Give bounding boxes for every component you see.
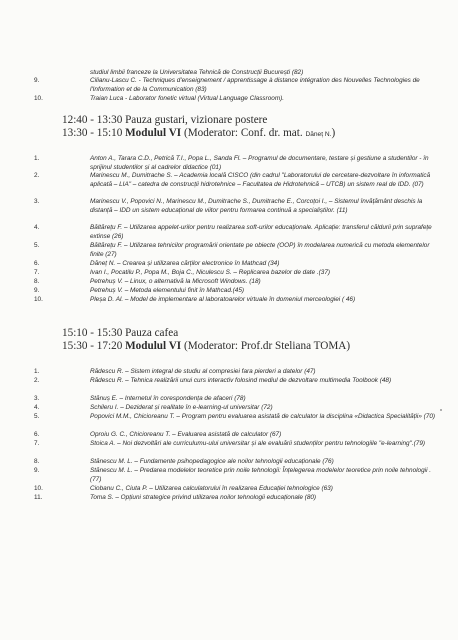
module-heading: [62, 340, 350, 353]
item-number: 2.: [34, 172, 40, 179]
item-number: 4.: [34, 404, 40, 411]
list-item: [28, 242, 438, 259]
list-item: [28, 395, 438, 404]
item-text: Petrehuș V. – Metoda elementului finit în Mathcad.(45): [90, 287, 245, 294]
item-text: Stănescu M. L. – Fundamente psihopedagogice ale noilor tehnologii educaționale (76): [90, 458, 334, 465]
module-title: Modulul VI: [125, 127, 182, 139]
item-text: Băltărețu F. – Utilizarea appelet-urilor pentru realizarea soft-urilor educaționale. Aplicație: transferul căldurii prin suprafețe extinse (26): [90, 224, 432, 240]
item-number: 7.: [34, 440, 40, 447]
list-item: [28, 198, 438, 215]
item-number: 11.: [34, 494, 43, 501]
module-title: Modulul VI: [125, 340, 182, 352]
item-number: 8.: [34, 278, 40, 285]
session-time: 13:30 - 15:10: [62, 127, 123, 139]
list-item: [28, 224, 438, 241]
moderator-name: Dăneț N.: [305, 131, 332, 138]
item-number: 6.: [34, 431, 40, 438]
break-heading: 12:40 - 13:30 Pauza gustari, vizionare postere: [62, 114, 268, 126]
item-number: 9.: [34, 467, 40, 474]
item-number: 9.: [34, 77, 40, 84]
list-item: [28, 377, 438, 386]
item-text: studiul limbii franceze la Universitatea Tehnică de Construcții București (82): [90, 69, 304, 76]
item-number: 5.: [34, 413, 40, 420]
module-heading: [62, 127, 335, 141]
item-number: 1.: [34, 368, 40, 375]
item-text: Traian Luca - Laborator fonetic virtual (Virtual Language Classroom).: [90, 95, 285, 102]
list-item: [28, 458, 438, 467]
item-text: Stănuș E. – Internetul în corespondența de afaceri (78): [90, 395, 246, 402]
list-item: [28, 440, 438, 449]
item-number: 10.: [34, 296, 43, 303]
list-item: [28, 413, 438, 422]
item-number: 9.: [34, 287, 40, 294]
item-number: 7.: [34, 269, 40, 276]
item-text: Pleșa D. Al. – Model de implementare al laboratoarelor virtuale în domeniul merceologiei ( 46): [90, 296, 356, 303]
item-number: 8.: [34, 458, 40, 465]
item-number: 4.: [34, 224, 40, 231]
item-text: Ciobanu C., Ciuta P. – Utilizarea calculatorului în realizarea Educației tehnologice (63): [90, 485, 333, 492]
list-item: [28, 296, 438, 305]
list-item: [28, 269, 438, 278]
item-text: Oproiu G. C., Chicioreanu T. – Evaluarea asistată de calculator (67): [90, 431, 282, 438]
item-text: Ivan I., Pocatilu P., Popa M., Boja C., Niculescu S. – Replicarea bazelor de date .(37): [90, 269, 331, 276]
item-text: Anton A., Tarara C.D., Petrică T.I., Popa L., Sanda Fl. – Programul de documentare, testare și gestiune a studentilor - în sprijinul studentilor și al cadrelor didactice (01): [90, 155, 429, 171]
item-text: Marinescu V., Popovici N., Marinescu M., Dumitrache S., Dumitrache E., Corcoțoi I., – Sistemul învățământ deschis la distanță – IDD un sistem educațional de viitor pentru formarea continuă a specialiștilor. (11): [90, 198, 423, 214]
list-item: [28, 278, 438, 287]
item-text: Dăneț N. – Crearea și utilizarea cărților electronice în Mathcad (34): [90, 260, 280, 267]
list-item: [28, 431, 438, 440]
moderator-prefix: (Moderator: Conf. dr. mat.: [183, 127, 303, 139]
list-item: [28, 77, 438, 94]
item-number: 2.: [34, 377, 40, 384]
item-text: Rădescu R. – Sistem integral de studiu al compresiei fara pierderi a datelor (47): [90, 368, 316, 375]
list-item: [28, 287, 438, 296]
list-item: [28, 260, 438, 269]
list-item: [28, 404, 438, 413]
item-text: Schileru I. – Deziderat și realitate în e-learning-ul universitar (72): [90, 404, 273, 411]
item-text: Petrehuș V. – Linux, o alternativă la Microsoft Windows. (18): [90, 278, 261, 285]
list-item: [28, 172, 438, 189]
list-item: [28, 155, 438, 172]
break-heading: 15:10 - 15:30 Pauza cafea: [62, 327, 179, 339]
item-text: Băltărețu F. – Utilizarea tehnicilor programării orientate pe obiecte (OOP) în modelarea numerică cu metoda elementelor finite (27): [90, 242, 430, 258]
item-number: 6.: [34, 260, 40, 267]
item-number: 1.: [34, 155, 40, 162]
list-item: [28, 368, 438, 377]
item-text: Toma S. – Opțiuni strategice privind utilizarea noilor tehnologii educaționale (80): [90, 494, 317, 501]
list-item: [28, 485, 438, 494]
moderator-suffix: ): [331, 127, 336, 139]
list-item: [28, 494, 438, 503]
item-text: Stoica A. – Noi dezvoltări ale curriculumu-ului universitar și ale evaluării studenților pentru tehnologiile "e-learning".(79): [90, 440, 426, 447]
list-item: [28, 467, 438, 484]
session-time: 15:30 - 17:20: [62, 340, 123, 352]
item-number: 5.: [34, 242, 40, 249]
item-text: Stănescu M. L. – Predarea modelelor teoretice prin noile tehnologii: Înțelegerea modelelor teoretice prin noile tehnologii .(77): [90, 467, 432, 483]
item-text: Cilianu-Lascu C. - Techniques d'enseignement / apprentissage à distance intégration des Nouvelles Technologies de l'Information et de la Communication (83): [90, 77, 420, 93]
item-text: Rădescu R. – Tehnica realizării unui curs interactiv folosind mediul de dezvoltare multimedia Toolbook (48): [90, 377, 392, 384]
item-number: 3.: [34, 198, 40, 205]
item-number: 3.: [34, 395, 40, 402]
moderator: (Moderator: Prof.dr Steliana TOMA): [183, 340, 351, 352]
item-text: Popovici M.M., Chicioreanu T. – Program pentru evaluarea asistată de calculator la disciplina «Didactica Specialității» (70): [90, 413, 436, 420]
scan-speck: [440, 409, 442, 411]
list-item: [28, 95, 438, 104]
item-number: 10.: [34, 95, 43, 102]
item-number: 10.: [34, 485, 43, 492]
item-text: Marinescu M., Dumitrache S. – Academia locală CISCO (din cadrul "Laboratorului de cercetare-dezvoltare în informatică aplicată – LIA" – catedra de construcții hidrotehnice – Facultatea de Hidrotehnică – UTCB) un sistem real de IDD. (07): [90, 172, 431, 188]
